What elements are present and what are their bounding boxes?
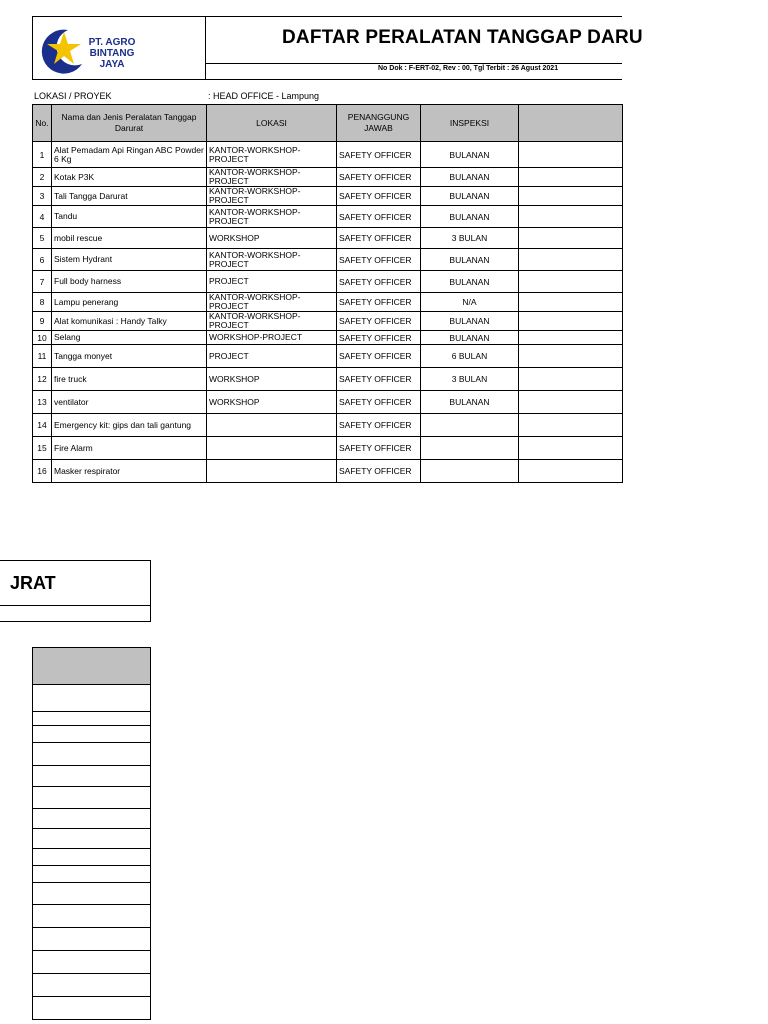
cell-no: 2 [33,168,52,187]
cell-nama: Tali Tangga Darurat [52,187,207,206]
cell-inspeksi: BULANAN [421,391,519,414]
cell-no: 12 [33,368,52,391]
cell-penanggung-jawab: SAFETY OFFICER [337,414,421,437]
cell-no: 7 [33,271,52,293]
cell-penanggung-jawab: SAFETY OFFICER [337,331,421,345]
cell-lokasi: KANTOR-WORKSHOP-PROJECT [207,312,337,331]
cell-lokasi: WORKSHOP [207,228,337,249]
cell-nama: Full body harness [52,271,207,293]
page2-row-line [33,996,150,997]
cell-nama: ventilator [52,391,207,414]
col-header-penanggung-jawab: PENANGGUNG JAWAB [337,105,421,142]
cell-penanggung-jawab: SAFETY OFFICER [337,293,421,312]
cell-penanggung-jawab: SAFETY OFFICER [337,460,421,483]
cell-inspeksi: 3 BULAN [421,368,519,391]
page2-row-line [33,904,150,905]
cell-lokasi: PROJECT [207,271,337,293]
page2-row-line [33,865,150,866]
header-divider [206,63,622,64]
table-row [33,437,623,460]
page2-row-line [33,786,150,787]
cell-lokasi: WORKSHOP [207,391,337,414]
cell-penanggung-jawab: SAFETY OFFICER [337,168,421,187]
cell-penanggung-jawab: SAFETY OFFICER [337,206,421,228]
cell-nama: Tandu [52,206,207,228]
company-name-line3: JAYA [99,59,125,70]
cell-lokasi: WORKSHOP-PROJECT [207,331,337,345]
table-row [33,168,623,187]
page2-table-fragment [32,685,151,1020]
cell-lokasi: KANTOR-WORKSHOP-PROJECT [207,293,337,312]
cell-extra [519,312,623,331]
col-header-no: No. [33,105,52,142]
cell-no: 13 [33,391,52,414]
col-header-lokasi: LOKASI [207,105,337,142]
cell-no: 14 [33,414,52,437]
cell-nama: Masker respirator [52,460,207,483]
cell-nama: Alat komunikasi : Handy Talky [52,312,207,331]
company-name-line2: BINTANG [89,48,135,59]
cell-inspeksi: BULANAN [421,312,519,331]
cell-inspeksi: 6 BULAN [421,345,519,368]
col-header-extra [519,105,623,142]
cell-no: 1 [33,142,52,168]
cell-inspeksi [421,437,519,460]
cell-penanggung-jawab: SAFETY OFFICER [337,391,421,414]
page2-row-line [33,882,150,883]
cell-lokasi [207,437,337,460]
page2-row-line [33,950,150,951]
cell-inspeksi: BULANAN [421,187,519,206]
cell-extra [519,271,623,293]
cell-penanggung-jawab: SAFETY OFFICER [337,249,421,271]
cell-no: 16 [33,460,52,483]
cell-inspeksi: BULANAN [421,142,519,168]
table-row [33,391,623,414]
cell-extra [519,249,623,271]
cell-lokasi: KANTOR-WORKSHOP-PROJECT [207,206,337,228]
cell-inspeksi: BULANAN [421,249,519,271]
cell-penanggung-jawab: SAFETY OFFICER [337,271,421,293]
cell-penanggung-jawab: SAFETY OFFICER [337,345,421,368]
cell-inspeksi: BULANAN [421,331,519,345]
table-row [33,460,623,483]
table-row [33,187,623,206]
cell-nama: Fire Alarm [52,437,207,460]
table-row [33,293,623,312]
cell-lokasi: KANTOR-WORKSHOP-PROJECT [207,249,337,271]
cell-nama: mobil rescue [52,228,207,249]
cell-nama: Lampu penerang [52,293,207,312]
cell-extra [519,187,623,206]
table-header-row [33,105,623,142]
table-row [33,345,623,368]
page2-row-line [33,927,150,928]
table-row [33,271,623,293]
page2-row-line [33,973,150,974]
cell-no: 5 [33,228,52,249]
cell-extra [519,414,623,437]
cell-extra [519,206,623,228]
cell-extra [519,391,623,414]
page2-row-line [33,711,150,712]
cell-no: 4 [33,206,52,228]
cell-lokasi: KANTOR-WORKSHOP-PROJECT [207,168,337,187]
cell-lokasi: PROJECT [207,345,337,368]
cell-inspeksi: BULANAN [421,271,519,293]
document-title: DAFTAR PERALATAN TANGGAP DARU [282,27,643,48]
page2-row-line [33,848,150,849]
page2-title-divider [0,605,151,606]
cell-nama: Kotak P3K [52,168,207,187]
col-header-inspeksi: INSPEKSI [421,105,519,142]
page2-row-line [33,1019,150,1020]
page2-table-header [32,647,151,685]
cell-no: 10 [33,331,52,345]
table-row [33,249,623,271]
cell-inspeksi: 3 BULAN [421,228,519,249]
cell-extra [519,293,623,312]
cell-no: 8 [33,293,52,312]
page2-row-line [33,808,150,809]
page2-row-line [33,725,150,726]
cell-nama: Tangga monyet [52,345,207,368]
cell-nama: Sistem Hydrant [52,249,207,271]
location-label: LOKASI / PROYEK [34,91,112,101]
cell-extra [519,460,623,483]
cell-no: 3 [33,187,52,206]
company-name-line1: PT. AGRO [88,37,136,48]
cell-extra [519,228,623,249]
cell-no: 9 [33,312,52,331]
cell-inspeksi [421,414,519,437]
cell-extra [519,142,623,168]
cell-lokasi [207,460,337,483]
table-row [33,142,623,168]
location-value: : HEAD OFFICE - Lampung [208,91,320,101]
cell-nama: fire truck [52,368,207,391]
company-logo-icon [38,24,88,76]
cell-inspeksi: BULANAN [421,206,519,228]
cell-lokasi [207,414,337,437]
cell-no: 15 [33,437,52,460]
header-bottom-border [32,79,622,80]
cell-nama: Selang [52,331,207,345]
cell-no: 6 [33,249,52,271]
table-row [33,414,623,437]
col-header-nama: Nama dan Jenis Peralatan Tanggap Darurat [52,105,207,142]
cell-nama: Alat Pemadam Api Ringan ABC Powder 6 Kg [52,142,207,168]
page2-title-fragment: JRAT [10,573,56,593]
cell-extra [519,345,623,368]
cell-inspeksi [421,460,519,483]
page2-row-line [33,742,150,743]
cell-inspeksi: N/A [421,293,519,312]
document-number: No Dok : F-ERT-02, Rev : 00, Tgl Terbit : 26 Agust 2021 [378,65,559,72]
cell-penanggung-jawab: SAFETY OFFICER [337,228,421,249]
table-row [33,206,623,228]
cell-extra [519,437,623,460]
table-row [33,228,623,249]
cell-penanggung-jawab: SAFETY OFFICER [337,437,421,460]
cell-penanggung-jawab: SAFETY OFFICER [337,142,421,168]
table-row [33,312,623,331]
cell-lokasi: WORKSHOP [207,368,337,391]
cell-nama: Emergency kit: gips dan tali gantung [52,414,207,437]
table-row [33,331,623,345]
equipment-table [32,104,623,483]
page2-row-line [33,765,150,766]
cell-inspeksi: BULANAN [421,168,519,187]
cell-extra [519,331,623,345]
company-name [82,37,142,70]
page2-row-line [33,828,150,829]
cell-no: 11 [33,345,52,368]
table-row [33,368,623,391]
cell-extra [519,168,623,187]
cell-lokasi: KANTOR-WORKSHOP-PROJECT [207,187,337,206]
cell-extra [519,368,623,391]
cell-lokasi: KANTOR-WORKSHOP-PROJECT [207,142,337,168]
cell-penanggung-jawab: SAFETY OFFICER [337,368,421,391]
cell-penanggung-jawab: SAFETY OFFICER [337,187,421,206]
cell-penanggung-jawab: SAFETY OFFICER [337,312,421,331]
